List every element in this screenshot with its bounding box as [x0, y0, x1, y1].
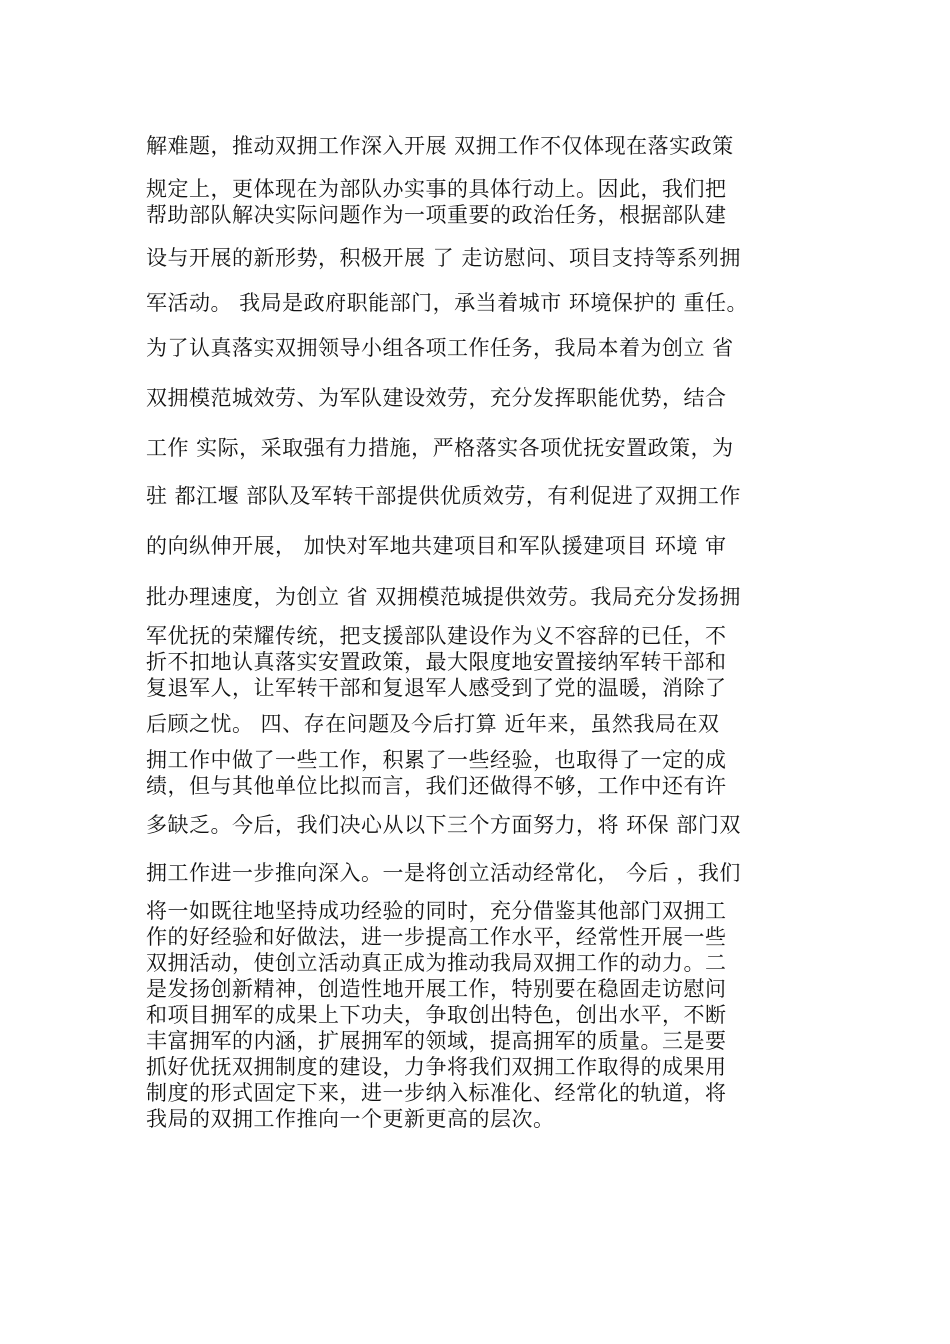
body-text-line: 解难题，推动双拥工作深入开展 双拥工作不仅体现在落实政策 — [146, 134, 734, 158]
body-text-line: 丰富拥军的内涵，扩展拥军的领域，提高拥军的质量。三是要 — [146, 1029, 727, 1053]
body-text-line: 抓好优抚双拥制度的建设，力争将我们双拥工作取得的成果用 — [146, 1055, 727, 1079]
body-text-line: 我局的双拥工作推向一个更新更高的层次。 — [146, 1107, 555, 1131]
body-text-line: 的向纵伸开展， 加快对军地共建项目和军队援建项目 环境 审 — [146, 534, 727, 558]
body-text-line: 双拥活动，使创立活动真正成为推动我局双拥工作的动力。二 — [146, 951, 727, 975]
body-text-line: 为了认真落实双拥领导小组各项工作任务，我局本着为创立 省 — [146, 336, 734, 360]
body-text-line: 批办理速度，为创立 省 双拥模范城提供效劳。我局充分发扬拥 — [146, 585, 741, 609]
body-text-line: 工作 实际，采取强有力措施，严格落实各项优抚安置政策，为 — [146, 436, 734, 460]
body-text-line: 军优抚的荣耀传统，把支援部队建设作为义不容辞的已任，不 — [146, 624, 727, 648]
body-text-line: 将一如既往地坚持成功经验的同时，充分借鉴其他部门双拥工 — [146, 899, 727, 923]
body-text-line: 拥工作中做了一些工作，积累了一些经验，也取得了一定的成 — [146, 748, 727, 772]
body-text-line: 作的好经验和好做法，进一步提高工作水平，经常性开展一些 — [146, 925, 727, 949]
body-text-line: 多缺乏。今后，我们决心从以下三个方面努力，将 环保 部门双 — [146, 813, 741, 837]
body-text-line: 制度的形式固定下来，进一步纳入标准化、经常化的轨道，将 — [146, 1081, 727, 1105]
body-text-line: 拥工作进一步推向深入。一是将创立活动经常化， 今后 ，我们 — [146, 861, 741, 885]
body-text-line: 绩，但与其他单位比拟而言，我们还做得不够，工作中还有许 — [146, 774, 727, 798]
body-text-line: 军活动。 我局是政府职能部门，承当着城市 环境保护的 重任。 — [146, 291, 749, 315]
body-text-line: 设与开展的新形势，积极开展 了 走访慰问、项目支持等系列拥 — [146, 246, 741, 270]
body-text-line: 帮助部队解决实际问题作为一项重要的政治任务，根据部队建 — [146, 203, 727, 227]
body-text-line: 复退军人，让军转干部和复退军人感受到了党的温暖，消除了 — [146, 676, 727, 700]
body-text-line: 驻 都江堰 部队及军转干部提供优质效劳，有利促进了双拥工作 — [146, 484, 741, 508]
body-text-line: 和项目拥军的成果上下功夫，争取创出特色，创出水平，不断 — [146, 1003, 727, 1027]
body-text-line: 规定上，更体现在为部队办实事的具体行动上。因此，我们把 — [146, 177, 727, 201]
body-text-line: 后顾之忧。 四、存在问题及今后打算 近年来，虽然我局在双 — [146, 712, 720, 736]
body-text-line: 双拥模范城效劳、为军队建设效劳，充分发挥职能优势，结合 — [146, 386, 727, 410]
body-text-line: 折不扣地认真落实安置政策，最大限度地安置接纳军转干部和 — [146, 650, 727, 674]
body-text-line: 是发扬创新精神，创造性地开展工作，特别要在稳固走访慰问 — [146, 977, 727, 1001]
